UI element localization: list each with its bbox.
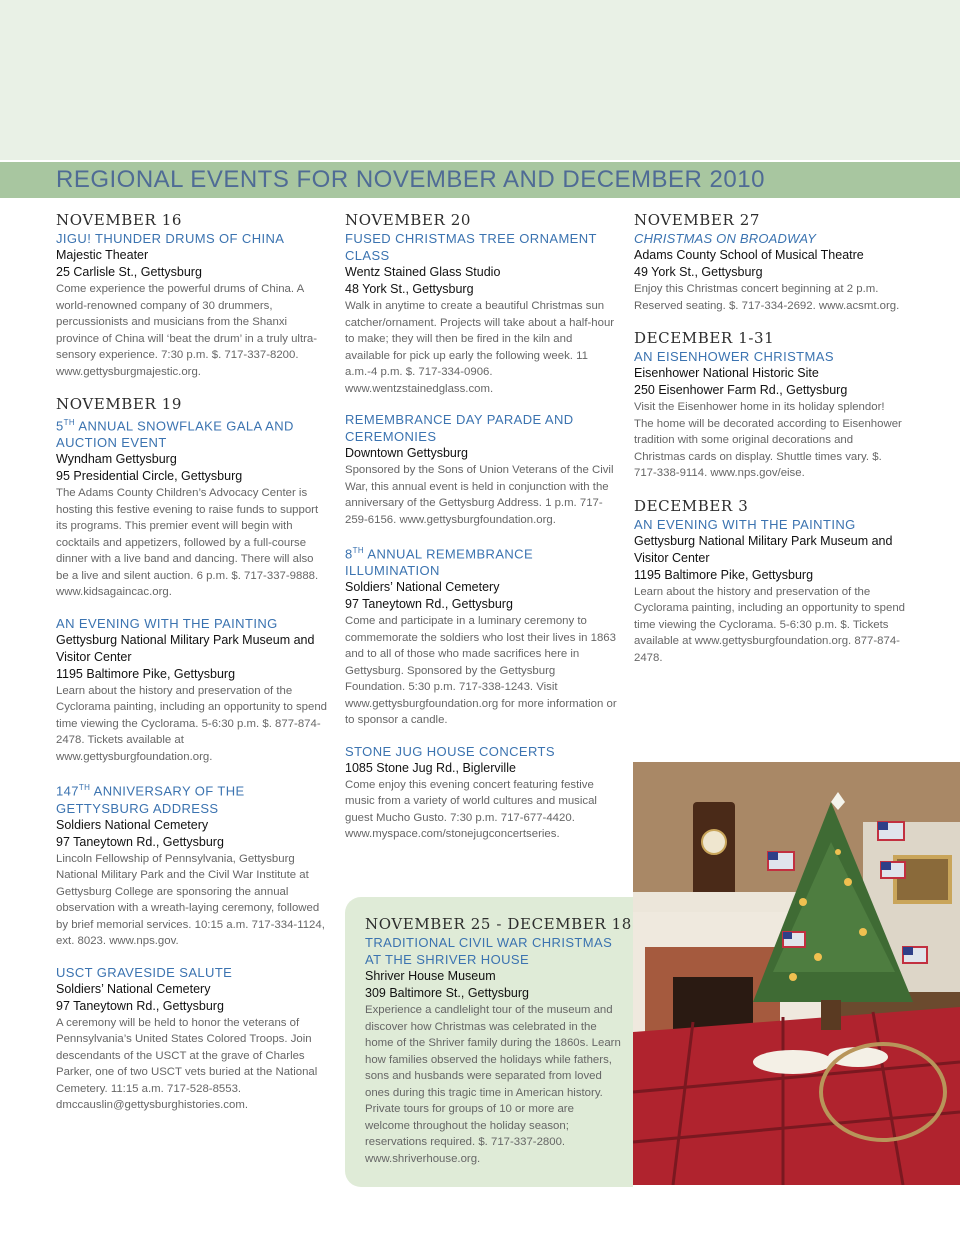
title-number: 8 — [345, 546, 353, 562]
title-text: ANNUAL REMEMBRANCE ILLUMINATION — [345, 546, 534, 579]
title-number: 147 — [56, 783, 79, 799]
event-venue: Wentz Stained Glass Studio — [345, 265, 501, 279]
title-ordinal: TH — [78, 783, 91, 793]
title-ordinal: TH — [63, 418, 76, 427]
event-venue: Wyndham Gettysburg — [56, 452, 177, 467]
event-date: NOVEMBER 16 — [56, 211, 183, 229]
event-address: 97 Taneytown Rd., Gettysburg — [345, 597, 513, 612]
event-title: CHRISTMAS ON BROADWAY — [634, 231, 817, 246]
event-title: REMEMBRANCE DAY PARADE AND CEREMONIES — [345, 412, 574, 444]
event-card — [345, 743, 617, 843]
event-card — [345, 542, 617, 729]
event-title: JIGU! THUNDER DRUMS OF CHINA — [56, 231, 285, 246]
event-date: DECEMBER 1-31 — [634, 329, 775, 347]
christmas-tree-illustration — [633, 762, 960, 1185]
event-title: FUSED CHRISTMAS TREE ORNAMENT CLASS — [345, 231, 597, 263]
event-description: Walk in anytime to create a beautiful Christmas sun catcher/ornament. Projects will take about a half-hour to make; they will then be fired in the kiln and available for pick up early the following week. 11 a.m.-4 p.m. $. 717-334-0906. www.wentzstainedglass.com. — [345, 300, 615, 395]
event-address: 48 York St., Gettysburg — [345, 282, 474, 296]
event-address: 49 York St., Gettysburg — [634, 265, 763, 279]
event-address: 97 Taneytown Rd., Gettysburg — [56, 998, 224, 1013]
event-description: Sponsored by the Sons of Union Veterans of the Civil War, this annual event is held in conjunction with the anniversary of the Gettysburg Address. 1 p.m. 717-259-6156. www.gettysburgfoundation.org. — [345, 464, 614, 526]
event-address: 25 Carlisle St., Gettysburg — [56, 265, 202, 279]
title-number: 5 — [56, 418, 64, 434]
event-description: Learn about the history and preservation of the Cyclorama painting, including an opportunity to spend time viewing the Cyclorama. 5-6:30 p.m. $. Tickets available at www.gettysburgfoundation.org. 877-874-2478. — [634, 585, 906, 664]
event-description: A ceremony will be held to honor the veterans of Pennsylvania’s United States Colored Troops. Join descendants of the USCT at the grave of Charles Parker, one of two USCT vets buried at the National Cemetery. 11:15 a.m. 717-528-8553. dmccauslin@gettysburghistories.com. — [56, 1016, 318, 1112]
event-address: 97 Taneytown Rd., Gettysburg — [56, 834, 224, 849]
event-date: NOVEMBER 20 — [345, 211, 472, 229]
event-card — [345, 210, 617, 397]
event-title — [56, 779, 328, 816]
event-title: AN EVENING WITH THE PAINTING — [56, 615, 278, 631]
event-card — [56, 394, 328, 601]
event-title — [345, 542, 617, 579]
event-venue: Adams County School of Musical Theatre — [634, 248, 864, 262]
event-date: NOVEMBER 19 — [56, 395, 183, 413]
event-address: 95 Presidential Circle, Gettysburg — [56, 469, 243, 484]
event-card — [56, 210, 328, 380]
page-title: REGIONAL EVENTS FOR NOVEMBER AND DECEMBER 2010 — [56, 166, 765, 193]
column-1 — [56, 210, 328, 1128]
event-title: AN EISENHOWER CHRISTMAS — [634, 349, 834, 364]
event-description: Experience a candlelight tour of the museum and discover how Christmas was celebrated in the home of the Shriver family during the 1860s. Learn how families observed the holidays while fathers, sons and husbands were separated from loved ones during this tragic time in American history. Private tours for groups of 10 or more are welcome throughout the holiday season; reservations required. $. 717-337-2800. www.shriverhouse.org. — [365, 1004, 621, 1165]
event-title: AN EVENING WITH THE PAINTING — [634, 516, 856, 532]
event-venue: Soldiers’ National Cemetery — [345, 580, 500, 595]
top-band — [0, 0, 960, 160]
title-ordinal: TH — [352, 546, 365, 555]
title-text: ANNUAL SNOWFLAKE GALA AND AUCTION EVENT — [56, 418, 294, 451]
event-date: DECEMBER 3 — [634, 496, 749, 515]
event-venue: Soldiers National Cemetery — [56, 817, 209, 832]
event-date: NOVEMBER 27 — [634, 211, 761, 229]
event-venue: Eisenhower National Historic Site — [634, 366, 819, 380]
event-description: Come experience the powerful drums of China. A world-renowned company of 30 drummers, percussionists and musicians from the Shanxi province of China will ‘beat the drum’ in a truly ultra-sensory experience. 7:30 p.m. $. 717-337-8200. www.gettysburgmajestic.org. — [56, 283, 318, 378]
event-venue: Gettysburg National Military Park Museum and Visitor Center — [56, 632, 315, 664]
event-title: USCT GRAVESIDE SALUTE — [56, 964, 233, 980]
event-address: 1085 Stone Jug Rd., Biglerville — [345, 760, 516, 775]
event-description: Visit the Eisenhower home in its holiday splendor! The home will be decorated according to Eisenhower tradition with some original decorations and Christmas cards on display. Shuttle times vary. $. 717-338-9114. www.nps.gov/eise. — [634, 401, 902, 479]
event-card — [56, 779, 328, 949]
column-2 — [345, 210, 617, 857]
event-card — [56, 964, 328, 1114]
event-card — [634, 210, 906, 314]
event-venue: Gettysburg National Military Park Museum and Visitor Center — [634, 533, 893, 565]
event-description: Learn about the history and preservation of the Cyclorama painting, including an opportunity to spend time viewing the Cyclorama. 5-6:30 p.m. $. 877-874-2478. Tickets available at www.gettysburgfoundation.org. — [56, 684, 328, 763]
event-venue: Downtown Gettysburg — [345, 446, 468, 460]
featured-event-card — [365, 914, 632, 1167]
event-title — [56, 414, 328, 451]
event-description: Come enjoy this evening concert featuring festive music from a variety of world cultures and musical guest Mucho Gusto. 7:30 p.m. 717-677-4420. www.myspace.com/stonejugconcertseries. — [345, 778, 597, 841]
event-date: NOVEMBER 25 - DECEMBER 18 — [365, 915, 632, 933]
event-card — [634, 496, 906, 667]
column-3 — [634, 210, 906, 680]
event-description: Lincoln Fellowship of Pennsylvania, Gettysburg National Military Park and the Civil War Institute at Gettysburg College are sponsoring the annual observation with a wreath-laying ceremony, followed by brief memorial services. 10:15 a.m. 717-334-1124, ext. 8023. www.nps.gov. — [56, 852, 325, 948]
event-venue: Soldiers’ National Cemetery — [56, 981, 211, 996]
event-card — [634, 328, 906, 482]
title-text: ANNIVERSARY OF THE GETTYSBURG ADDRESS — [56, 783, 245, 816]
event-address: 309 Baltimore St., Gettysburg — [365, 986, 529, 1000]
event-description: The Adams County Children’s Advocacy Center is hosting this festive evening to raise funds to support its programs. This premier event will begin with cocktails and appetizers, followed by a full-course dinner with a live band and dancing. There will also be a live and silent auction. 6 p.m. $. 717-337-9888. www.kidsagaincac.org. — [56, 487, 319, 599]
christmas-tree-photo — [633, 762, 960, 1185]
event-description: Enjoy this Christmas concert beginning at 2 p.m. Reserved seating. $. 717-334-2692. www.acsmt.org. — [634, 283, 900, 312]
featured-event-box — [345, 897, 633, 1187]
event-title: TRADITIONAL CIVIL WAR CHRISTMAS AT THE SHRIVER HOUSE — [365, 935, 613, 967]
event-address: 1195 Baltimore Pike, Gettysburg — [56, 666, 236, 681]
event-venue: Majestic Theater — [56, 248, 149, 262]
event-title: STONE JUG HOUSE CONCERTS — [345, 743, 555, 759]
event-venue: Shriver House Museum — [365, 969, 496, 983]
event-card — [345, 411, 617, 528]
event-card — [56, 615, 328, 766]
event-description: Come and participate in a luminary ceremony to commemorate the soldiers who lost their lives in 1863 and to all of those who made sacrifices here in Gettysburg. Sponsored by the Gettysburg Foundation. 5:30 p.m. 717-338-1243. Visit www.gettysburgfoundation.org for more information or to sponsor a candle. — [345, 615, 617, 727]
event-address: 250 Eisenhower Farm Rd., Gettysburg — [634, 383, 848, 397]
event-address: 1195 Baltimore Pike, Gettysburg — [634, 567, 814, 582]
